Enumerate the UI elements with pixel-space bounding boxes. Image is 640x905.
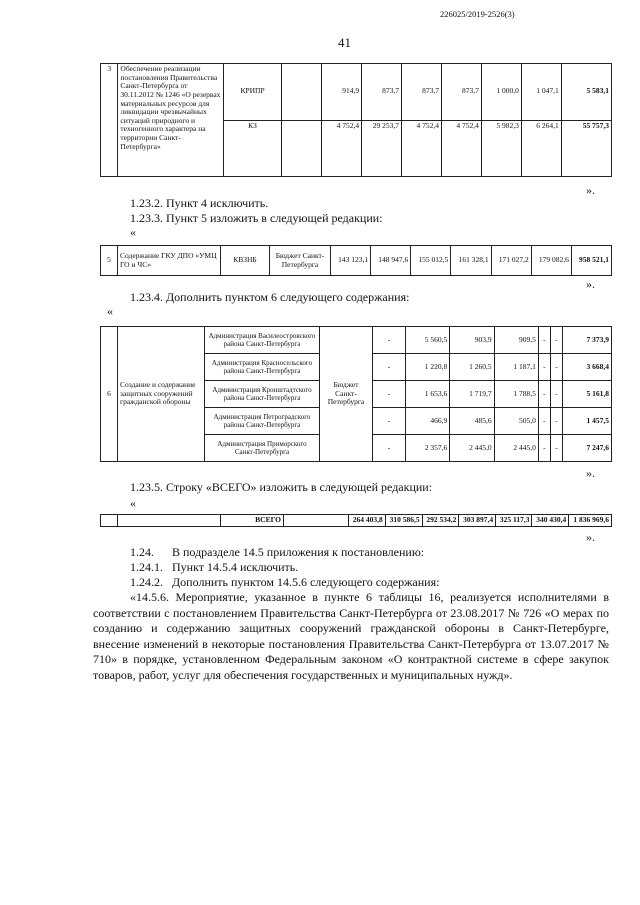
value-cell: - [538, 408, 550, 435]
budget-code: КВЗНБ [221, 246, 270, 276]
total-label: ВСЕГО [221, 515, 284, 527]
close-quote: ». [586, 530, 595, 544]
value-cell: - [550, 435, 562, 462]
value-cell: 264 403,8 [349, 515, 386, 527]
value-cell: 1 653,6 [406, 381, 450, 408]
funding-source: Бюджет Санкт-Петербурга [320, 327, 373, 462]
total-cell: 1 457,5 [563, 408, 612, 435]
value-cell: - [373, 327, 406, 354]
value-cell: 2 445,0 [494, 435, 538, 462]
value-cell: 4 752,4 [441, 120, 481, 177]
funding-source: Бюджет Санкт-Петербурга [270, 246, 331, 276]
value-cell: 5 560,5 [406, 327, 450, 354]
value-cell: 4 752,4 [322, 120, 362, 177]
value-cell: 179 082,6 [531, 246, 571, 276]
value-cell: 909,5 [494, 327, 538, 354]
value-cell: 466,9 [406, 408, 450, 435]
row-number: 5 [101, 246, 118, 276]
administrator-cell: Администрация Петроградского района Санкт-Петербурга [205, 408, 320, 435]
close-quote: ». [586, 183, 595, 197]
budget-code: КРИПР [223, 64, 281, 121]
table-row [101, 515, 612, 527]
table-row-5 [100, 245, 612, 276]
value-cell: 325 117,3 [496, 515, 532, 527]
value-cell: - [550, 354, 562, 381]
value-cell: 1 260,5 [450, 354, 494, 381]
value-cell: 4 752,4 [402, 120, 442, 177]
value-cell: 161 328,1 [451, 246, 491, 276]
administrator-cell: Администрация Красносельского района Санкт-Петербурга [205, 354, 320, 381]
budget-code: КЗ [223, 120, 281, 177]
total-cell: 5 583,1 [561, 64, 611, 121]
row-number: 3 [101, 64, 118, 177]
value-cell: 914,9 [322, 64, 362, 121]
value-cell: 155 012,5 [411, 246, 451, 276]
administrator-cell: Администрация Василеостровского района Санкт-Петербурга [205, 327, 320, 354]
value-cell: 29 253,7 [362, 120, 402, 177]
value-cell: - [373, 381, 406, 408]
paragraph-14-5-6: «14.5.6. Мероприятие, указанное в пункте 6 таблицы 16, реализуется исполнителями в соответствии с постановлением Правительства Санкт-Петербурга от 23.08.2017 № 726 «О мерах по созданию и содержанию защитных сооружений гражданской обороны в Санкт-Петербурге, внесение изменений в некоторые постановления Правительства Санкт-Петербурга от 13.07.2017 № 710» в порядке, установленном Федеральным законом «О контрактной системе в сфере закупок товаров, работ, услуг для обеспечения государственных и муниципальных нужд». [93, 590, 609, 682]
paragraph-1-23-2: 1.23.2. Пункт 4 исключить. [130, 196, 269, 210]
paragraph-1-24-2: 1.24.2. Дополнить пунктом 14.5.6 следующего содержания: [130, 575, 440, 589]
paragraph-1-23-4: 1.23.4. Дополнить пунктом 6 следующего содержания: [130, 290, 410, 304]
paragraph-1-24: 1.24. В подразделе 14.5 приложения к постановлению: [130, 545, 425, 559]
close-quote: ». [586, 466, 595, 480]
table-row-total [100, 514, 612, 527]
row-number: 6 [101, 327, 118, 462]
value-cell: 1 187,1 [494, 354, 538, 381]
value-cell: - [538, 381, 550, 408]
administrator-cell: Администрация Кронштадтского района Санкт-Петербурга [205, 381, 320, 408]
open-quote: « [130, 496, 136, 510]
value-cell: - [373, 408, 406, 435]
value-cell: 505,0 [494, 408, 538, 435]
administrator-cell: Администрация Приморского Санкт-Петербурга [205, 435, 320, 462]
value-cell: 2 357,6 [406, 435, 450, 462]
total-cell: 55 757,3 [561, 120, 611, 177]
paragraph-1-23-3: 1.23.3. Пункт 5 изложить в следующей редакции: [130, 211, 383, 225]
open-quote: « [130, 225, 136, 239]
value-cell: - [373, 435, 406, 462]
value-cell: - [550, 408, 562, 435]
value-cell: - [550, 327, 562, 354]
total-cell: 5 161,8 [563, 381, 612, 408]
value-cell: 873,7 [402, 64, 442, 121]
value-cell: 1 000,0 [481, 64, 521, 121]
value-cell: - [550, 381, 562, 408]
table-row [101, 327, 612, 354]
value-cell: - [373, 354, 406, 381]
value-cell: 303 897,4 [459, 515, 496, 527]
table-row [101, 246, 612, 276]
document-number: 226025/2019-2526(3) [440, 9, 515, 19]
value-cell: - [538, 354, 550, 381]
total-cell: 1 836 969,6 [569, 515, 612, 527]
value-cell: 340 430,4 [532, 515, 569, 527]
value-cell: 2 445,0 [450, 435, 494, 462]
row-description: Содержание ГКУ ДПО «УМЦ ГО и ЧС» [118, 246, 221, 276]
row-description: Обеспечение реализации постановления Правительства Санкт-Петербурга от 30.11.2012 № 1246 «О резервах материальных ресурсов для ликвидации чрезвычайных ситуаций природного и техногенного характера на территории Санкт-Петербурга» [118, 64, 223, 177]
total-cell: 3 668,4 [563, 354, 612, 381]
value-cell: 310 586,5 [385, 515, 422, 527]
total-cell: 7 247,6 [563, 435, 612, 462]
total-cell: 7 373,9 [563, 327, 612, 354]
value-cell: 6 264,1 [521, 120, 561, 177]
close-quote: ». [586, 277, 595, 291]
value-cell: 873,7 [441, 64, 481, 121]
value-cell: 143 123,1 [331, 246, 371, 276]
open-quote: « [107, 304, 113, 318]
value-cell: 292 534,2 [422, 515, 459, 527]
paragraph-1-23-5: 1.23.5. Строку «ВСЕГО» изложить в следующей редакции: [130, 480, 433, 494]
total-cell: 958 521,1 [571, 246, 611, 276]
value-cell: 1 047,1 [521, 64, 561, 121]
value-cell: 1 788,5 [494, 381, 538, 408]
value-cell: 1 719,7 [450, 381, 494, 408]
value-cell: 5 982,3 [481, 120, 521, 177]
table-row [101, 64, 612, 121]
table-row-3 [100, 63, 612, 177]
value-cell: 171 027,2 [491, 246, 531, 276]
table-row-6 [100, 326, 612, 462]
value-cell: 1 220,8 [406, 354, 450, 381]
value-cell: 903,9 [450, 327, 494, 354]
page-number: 41 [338, 35, 351, 50]
value-cell: 485,6 [450, 408, 494, 435]
value-cell: - [538, 435, 550, 462]
value-cell: 148 947,6 [371, 246, 411, 276]
value-cell: 873,7 [362, 64, 402, 121]
value-cell: - [538, 327, 550, 354]
paragraph-1-24-1: 1.24.1. Пункт 14.5.4 исключить. [130, 560, 299, 574]
row-description: Создание и содержание защитных сооружений гражданской обороны [118, 327, 205, 462]
